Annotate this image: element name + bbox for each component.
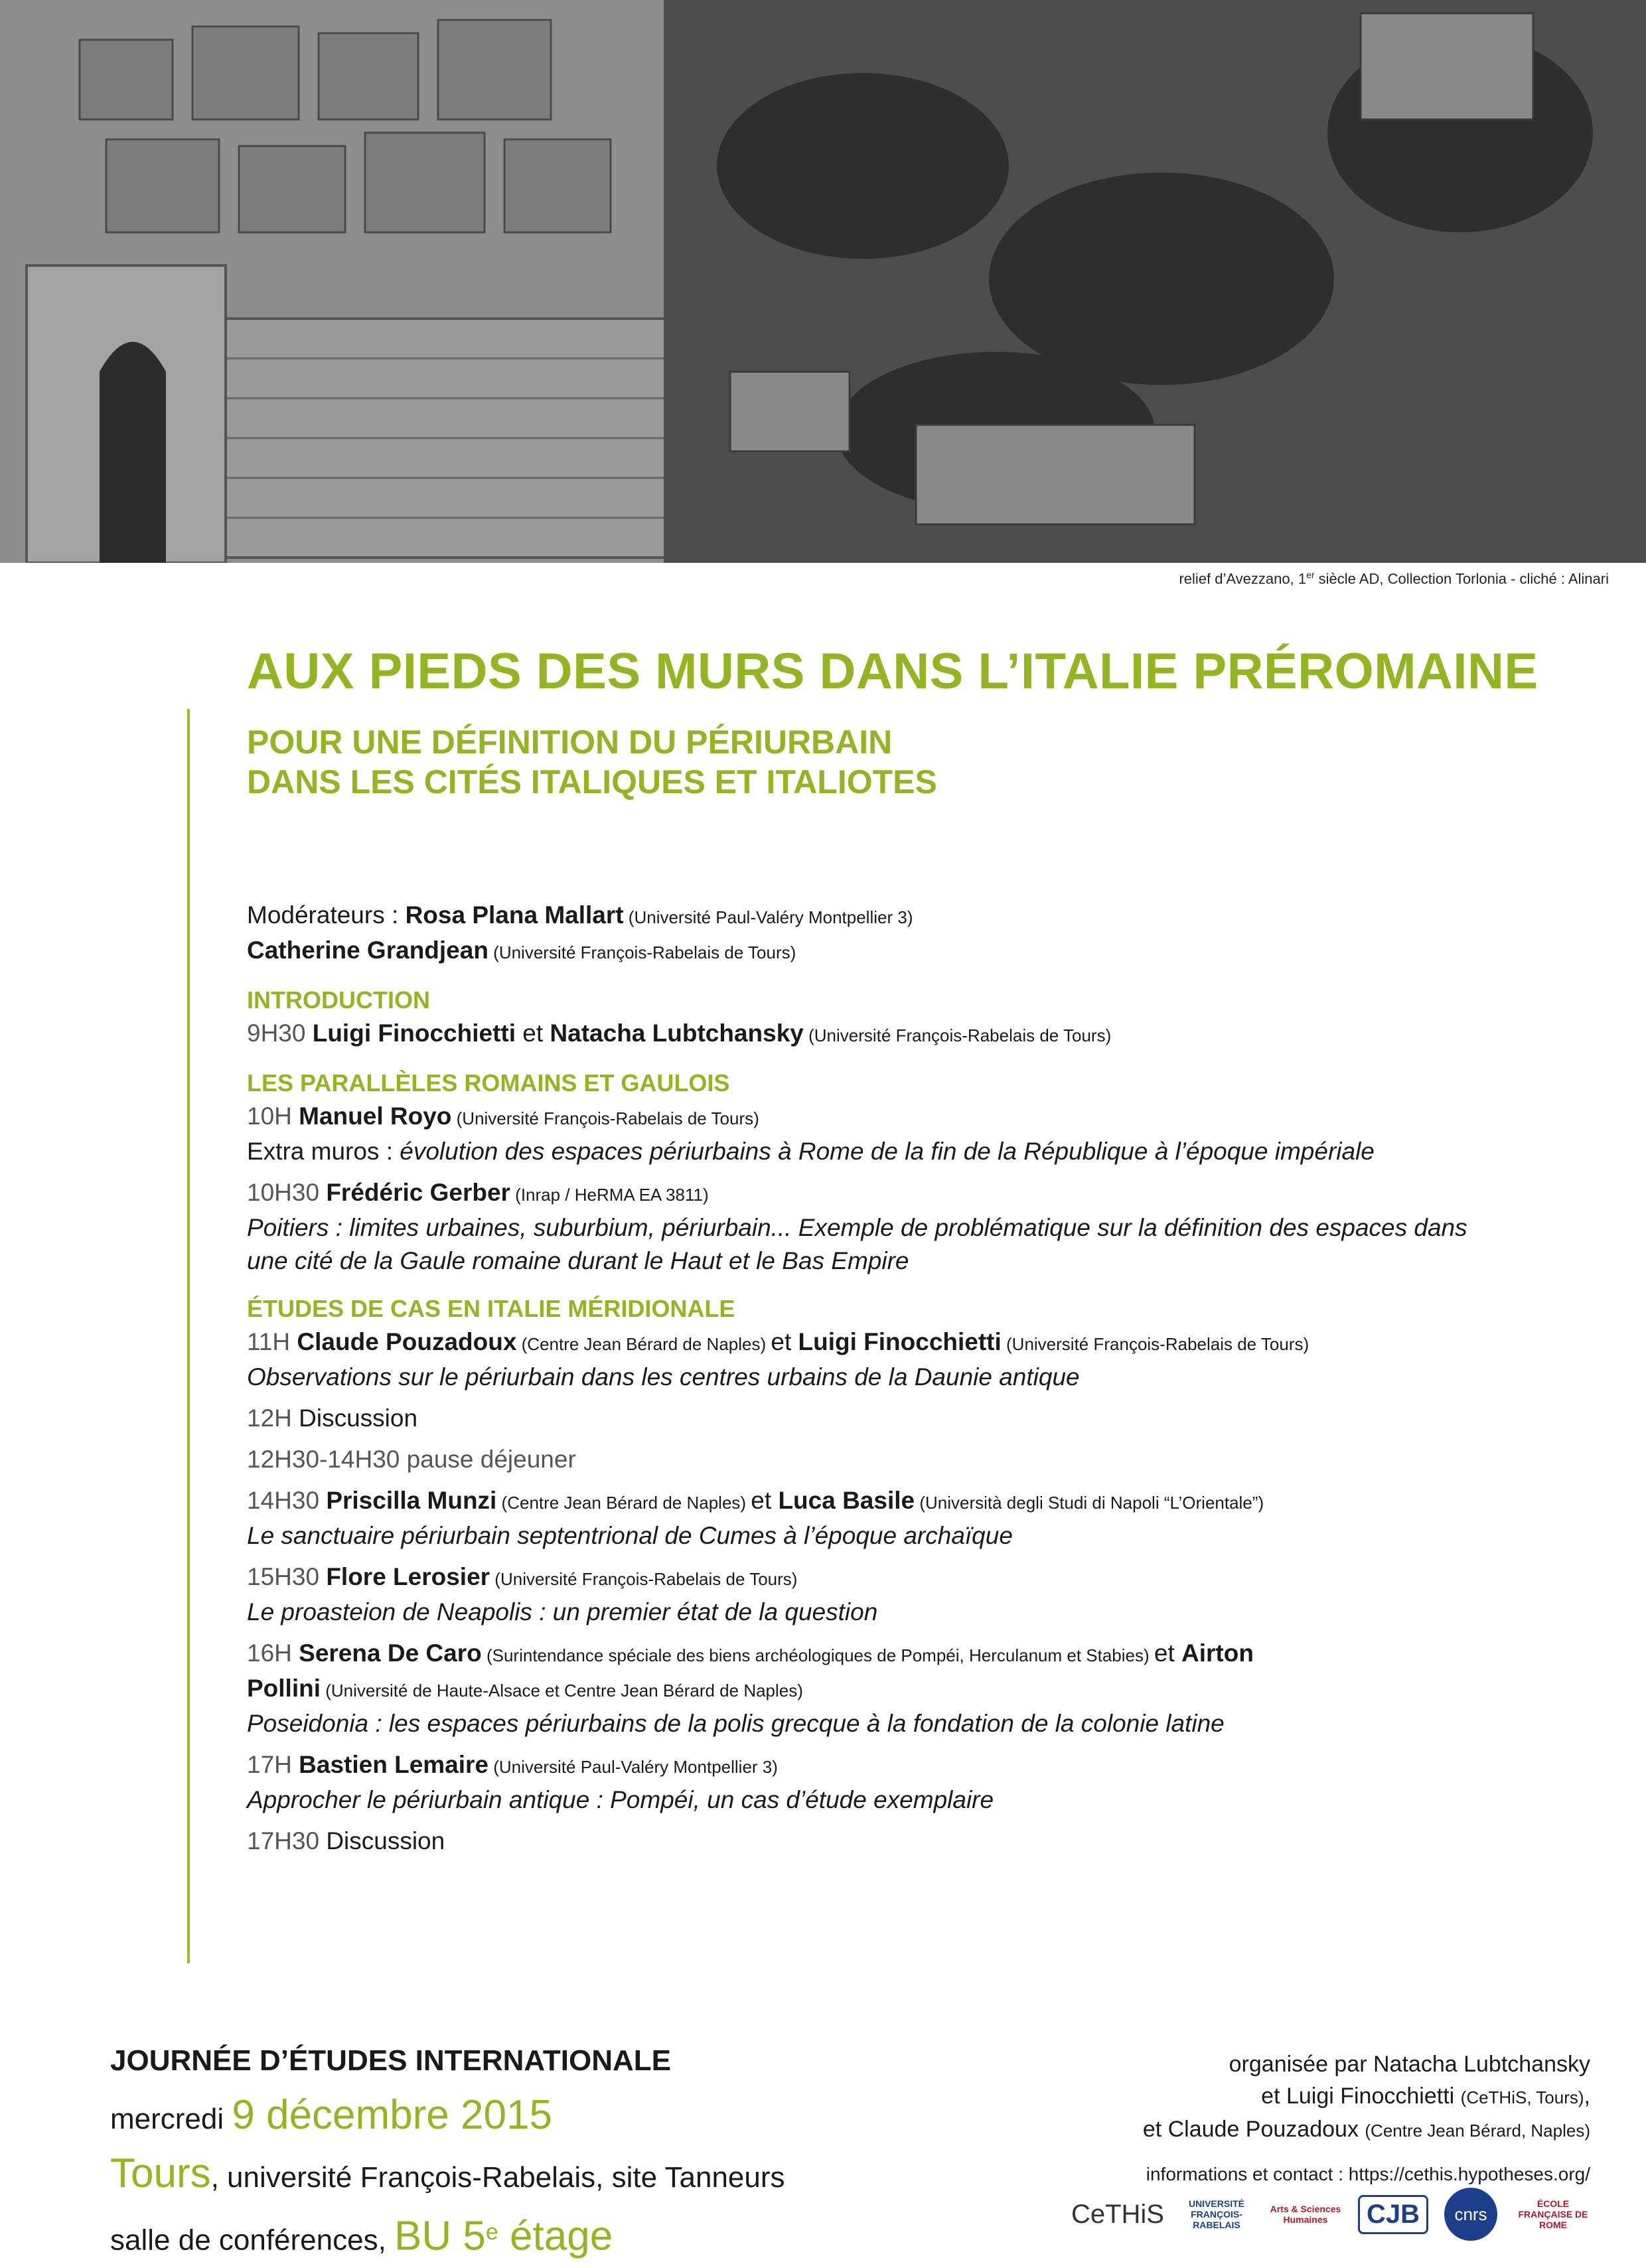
universite-tours-logo: UNIVERSITÉ FRANÇOIS-RABELAIS — [1188, 2198, 1244, 2230]
programme-item: 15H30 Flore Lerosier (Université François-Rabelais de Tours) — [247, 1563, 798, 1590]
talk-title: Observations sur le périurbain dans les centres urbains de la Daunie antique — [247, 1363, 1080, 1391]
cnrs-logo: cnrs — [1444, 2188, 1497, 2241]
programme-item-continued: Pollini (Université de Haute-Alsace et Centre Jean Bérard de Naples) — [247, 1675, 803, 1702]
programme — [247, 899, 1495, 1858]
arts-sciences-humaines-logo: Arts & Sciences Humaines — [1270, 2204, 1341, 2225]
talk-title: Le proasteion de Neapolis : un premier état de la question — [247, 1598, 878, 1625]
contact-link[interactable]: informations et contact : https://cethis.hypotheses.org/ — [1146, 2164, 1590, 2184]
talk-title: Poseidonia : les espaces périurbains de la polis grecque à la fondation de la colonie latine — [247, 1710, 1225, 1737]
hero-relief-image — [0, 0, 1646, 563]
programme-item: 16H Serena De Caro (Surintendance spéciale des biens archéologiques de Pompéi, Herculanum et Stabies) et Airton — [247, 1639, 1254, 1667]
programme-item: 17H Bastien Lemaire (Université Paul-Valéry Montpellier 3) — [247, 1751, 778, 1778]
programme-item: 9H30 Luigi Finocchietti et Natacha Lubtchansky (Université François-Rabelais de Tours) — [247, 1020, 1112, 1047]
cjb-logo: CJB — [1358, 2195, 1428, 2234]
event-heading: JOURNÉE D’ÉTUDES INTERNATIONALE — [110, 2044, 672, 2077]
programme-item: 12H Discussion — [247, 1404, 418, 1432]
image-caption: relief d’Avezzano, 1er siècle AD, Collection Torlonia - cliché : Alinari — [1179, 569, 1609, 587]
lunch-break: 12H30-14H30 pause déjeuner — [247, 1446, 576, 1473]
programme-item: 10H30 Frédéric Gerber (Inrap / HeRMA EA 3811) — [247, 1179, 709, 1206]
moderators-line-2: Catherine Grandjean (Université François-Rabelais de Tours) — [247, 937, 796, 964]
cethis-logo: CeTHiS — [1071, 2199, 1164, 2229]
talk-title: Le sanctuaire périurbain septentrional de Cumes à l’époque archaïque — [247, 1522, 1013, 1549]
programme-item: 11H Claude Pouzadoux (Centre Jean Bérard de Naples) et Luigi Finocchietti (Université François-Rabelais de Tours) — [247, 1328, 1309, 1355]
page-subtitle: POUR UNE DÉFINITION DU PÉRIURBAIN DANS LES CITÉS ITALIQUES ET ITALIOTES — [247, 723, 937, 800]
section-etudes: ÉTUDES DE CAS EN ITALIE MÉRIDIONALE — [247, 1295, 735, 1322]
event-info — [110, 2034, 785, 2268]
efr-logo: ÉCOLE FRANÇAISE DE ROME — [1518, 2198, 1588, 2230]
event-room: salle de conférences, BU 5e étage — [110, 2213, 613, 2259]
talk-title: Approcher le périurbain antique : Pompéi, un cas d’étude exemplaire — [247, 1786, 994, 1813]
programme-item: 10H Manuel Royo (Université François-Rabelais de Tours) — [247, 1102, 759, 1130]
moderators-line-1: Modérateurs : Rosa Plana Mallart (Université Paul-Valéry Montpellier 3) — [247, 901, 913, 929]
partner-logos — [1071, 2188, 1593, 2241]
talk-title: Poitiers : limites urbaines, suburbium, périurbain... Exemple de problématique sur la définition des espaces dans une cité de la Gaule romaine durant le Haut et le Bas Empire — [247, 1214, 1467, 1274]
event-date: mercredi 9 décembre 2015 — [110, 2092, 552, 2138]
accent-vertical-rule — [187, 709, 190, 1963]
programme-item: 17H30 Discussion — [247, 1827, 445, 1854]
programme-item: 14H30 Priscilla Munzi (Centre Jean Bérard de Naples) et Luca Basile (Università degli Studi di Napoli “L’Orientale”) — [247, 1487, 1264, 1514]
section-introduction: INTRODUCTION — [247, 986, 430, 1014]
section-paralleles: LES PARALLÈLES ROMAINS ET GAULOIS — [247, 1069, 730, 1096]
talk-title: Extra muros : évolution des espaces périurbains à Rome de la fin de la République à l’époque impériale — [247, 1138, 1375, 1165]
organizers-info: organisée par Natacha Lubtchansky et Luigi Finocchietti (CeTHiS, Tours), et Claude Pouzadoux (Centre Jean Bérard, Naples) informations et contact : https://cethis.hypotheses.org/ — [1143, 2048, 1590, 2190]
event-place: Tours, université François-Rabelais, site Tanneurs — [110, 2151, 785, 2196]
page-title: AUX PIEDS DES MURS DANS L’ITALIE PRÉROMAINE — [247, 643, 1538, 700]
